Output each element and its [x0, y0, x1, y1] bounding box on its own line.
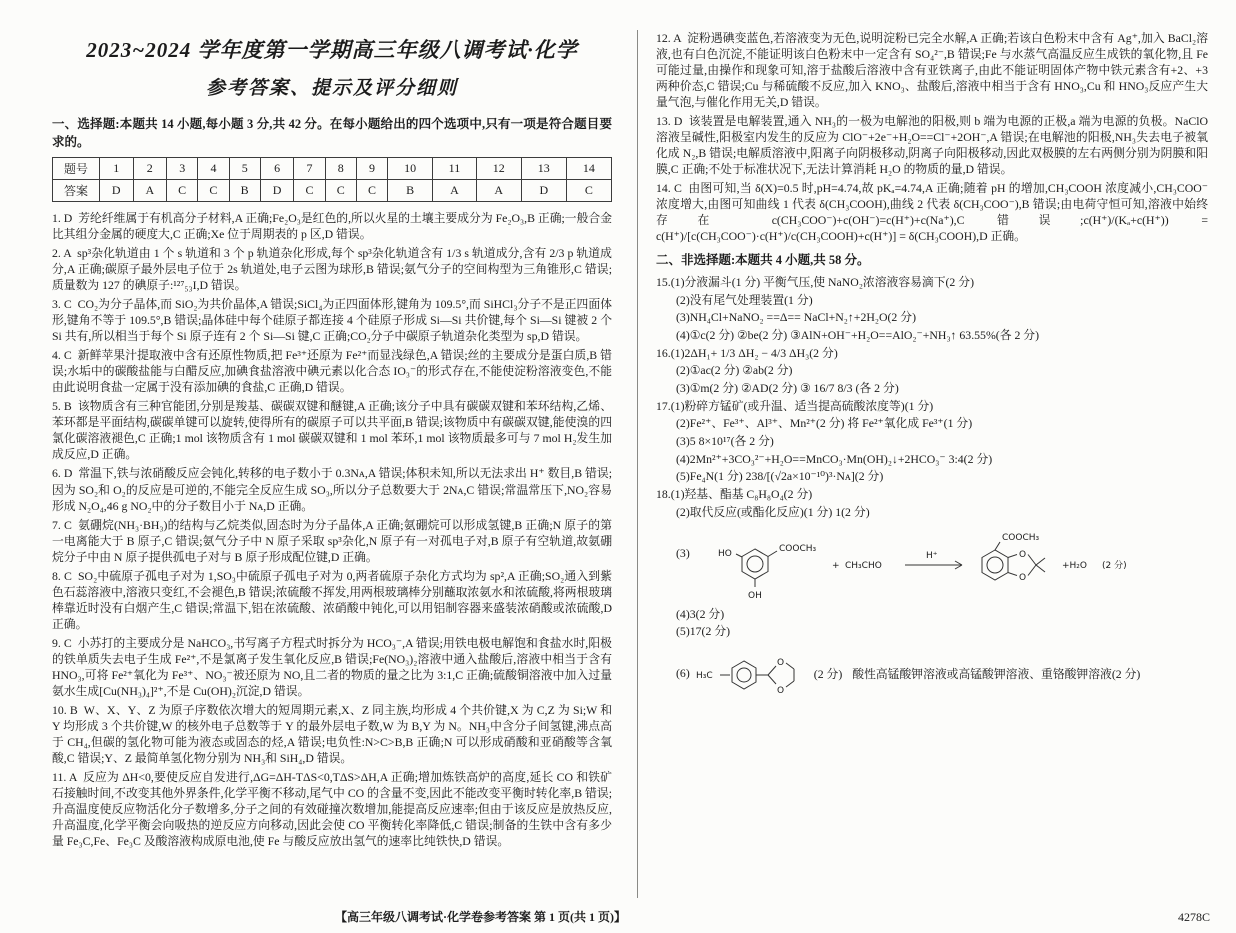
answer-table-answer-row [53, 180, 612, 202]
choice-explanations-right [656, 30, 1208, 244]
explanation-item-5: 5. B 该物质含有三种官能团,分别是羧基、碳碳双键和醚键,A 正确;该分子中具有碳碳双键和苯环结构,乙烯、苯环都是平面结构,碳碳单键可以旋转,使得所有的碳原子可以共平面,B 错误;该物质中有碳碳双键,能使溴的四氯化碳溶液褪色,C 正确;1 mol 该物质含有 1 mol 碳碳双键和 1 mol 苯环,1 mol 该物质最多可与 7 mol H₂发生加成反应,D 正确。 [52, 399, 612, 462]
aromatic-circle-icon [747, 556, 763, 572]
answer-table-label-ans: 答案 [53, 180, 100, 202]
oh-label: OH [747, 590, 762, 601]
item-number-answer: 2. A [52, 246, 78, 261]
answer-table-qnum: 14 [566, 158, 611, 180]
left-column [52, 26, 612, 852]
answer-line: 16.(1)2ΔH₁+ 1/3 ΔH₂ − 4/3 ΔH₃(2 分) [656, 345, 838, 360]
answer-table-qnum: 4 [198, 158, 229, 180]
reagent-label: CH₃CHO [844, 560, 882, 571]
item18-line2: (2)取代反应(或酯化反应)(1 分) 1(2 分) [676, 504, 870, 519]
answer-line: 15.(1)分液漏斗(1 分) 平衡气压,使 NaNO₂浓溶液容易滴下(2 分) [656, 274, 975, 289]
answer-table-qnum: 9 [356, 158, 387, 180]
methyl-label: H₃C [695, 670, 713, 681]
answer-table-answer: D [100, 180, 134, 202]
answer-table-answer: D [521, 180, 566, 202]
item-number-answer: 9. C [52, 635, 78, 650]
item18-line6-prefix: (6) [676, 666, 690, 681]
answer-table-answer: C [566, 180, 611, 202]
answer-table-qnum: 8 [325, 158, 356, 180]
scheme6-score-label: (2 分) [813, 667, 843, 682]
answer-line: (3)①m(2 分) ②AD(2 分) ③ 16/7 8/3 (各 2 分) [676, 381, 899, 396]
dioxolane-o-bottom-label: O [776, 685, 784, 696]
page-footer [0, 907, 1236, 925]
answer-table-qnum: 3 [167, 158, 198, 180]
product-ester-label: COOCH₃ [1001, 532, 1039, 543]
answer-table-qnum: 5 [229, 158, 260, 180]
answer-table-answer: B [388, 180, 433, 202]
answer-table-answer: A [133, 180, 167, 202]
explanation-item-3: 3. C CO₂为分子晶体,而 SiO₂为共价晶体,A 错误;SiCl₄为正四面体形,键角为 109.5°,而 SiHCl₃分子不是正四面体形,键角不等于 109.5°,B 错误;晶体硅中每个硅原子都连接 4 个硅原子形成 Si—Si 共价键,每个 Si—Si 键被 2 个 Si 共有,所以相当于每个 Si 原子连有 2 个 Si—Si 键,C 正确;CO₂分子中碳原子轨道杂化类型为 sp,D 错误。 [52, 297, 612, 344]
explanation-item-1: 1. D 芳纶纤维属于有机高分子材料,A 正确;Fe₂O₃是红色的,所以火星的土壤主要成分为 Fe₂O₃,B 正确;一般合金比其组分金属的硬度大,C 正确;Xe 位于周期表的 p 区,D 错误。 [52, 211, 612, 242]
answer-table-answer: C [167, 180, 198, 202]
answer-table-qnum: 2 [133, 158, 167, 180]
answer-table-answer: A [433, 180, 477, 202]
answer-line: (3)NH₄Cl+NaNO₂ ==Δ== NaCl+N₂↑+2H₂O(2 分) [676, 310, 916, 325]
explanation-item-4: 4. C 新鲜苹果汁提取液中含有还原性物质,把 Fe³⁺还原为 Fe²⁺而显浅绿色,A 错误;丝的主要成分是蛋白质,B 错误;水垢中的碳酸盐能与白醋反应,加碘食盐溶液中碘元素以化合态 IO₃⁻的形式存在,不能使淀粉溶液变色,不能由此说明食盐一定属于没有添加碘的食盐,C 正确,D 错误。 [52, 348, 612, 395]
dioxolane-o-top-label: O [776, 657, 784, 668]
answer-table-answer: C [325, 180, 356, 202]
answer-table-qnum: 10 [388, 158, 433, 180]
exam-subtitle: 参考答案、提示及评分细则 [205, 78, 458, 99]
water-byproduct-label: +H₂O [1061, 560, 1087, 571]
product-benzene-ring-icon [982, 550, 1008, 580]
answer-table-qnum: 13 [521, 158, 566, 180]
item-number-answer: 6. D [52, 466, 79, 481]
answer-table [52, 157, 612, 202]
answer-table-number-row [53, 158, 612, 180]
answer-table-answer: C [294, 180, 325, 202]
explanation-item-11: 11. A 反应为 ΔH<0,要使反应自发进行,ΔG=ΔH-TΔS<0,TΔS>ΔH,A 正确;增加炼铁高炉的高度,延长 CO 和铁矿石接触时间,不改变其他外界条件,化学平衡不移动,尾气中 CO 的含量不变,因此不能改变平衡时转化率,B 错误;升高温度使反应物活化分子数增多,分子之间的有效碰撞次数增加,能提高反应速率;但由于该反应是放热反应,升高温度,化学平衡会向吸热的逆反应方向移动,因此会使 CO 平衡转化率降低,C 错误;制备的生铁中含有多少量 Fe₃C,Fe、Fe₃C 及酸溶液构成原电池,使 Fe 与酸反应放出氢气的速率比纯铁快,D 错误。 [52, 770, 613, 849]
explanation-item-14: 14. C 由图可知,当 δ(X)=0.5 时,pH=4.74,故 pKₐ=4.74,A 正确;随着 pH 的增加,CH₃COOH 浓度减小,CH₃COO⁻浓度增大,由图可知曲线 1 代表 δ(CH₃COOH),曲线 2 代表 δ(CH₃COO⁻),B 错误;由电荷守恒可知,溶液中始终存在 c(CH₃COO⁻)+c(OH⁻)=c(H⁺)+c(Na⁺),C 错误;c(H⁺)/(Kₐ+c(H⁺)) = c(H⁺)/[c(CH₃COO⁻)·c(H⁺)/c(CH₃COOH)+c(H⁺)] = δ(CH₃COOH),D 正确。 [656, 181, 1208, 244]
explanation-item-2: 2. A sp³杂化轨道由 1 个 s 轨道和 3 个 p 轨道杂化形成,每个 sp³杂化轨道含有 1/3 s 轨道成分,含有 2/3 p 轨道成分,A 正确;碳原子最外层电子位于 2s 轨道处,电子云图为球形,B 错误;氨气分子的空间构型为三角锥形,C 错误;质量数为 127 的碘原子:¹²⁷₅₃I,D 错误。 [52, 246, 612, 293]
answer-line: (4)①c(2 分) ②be(2 分) ③AlN+OH⁻+H₂O==AlO₂⁻+NH₃↑ 63.55%(各 2 分) [676, 327, 1040, 342]
answer-table-qnum: 7 [294, 158, 325, 180]
answer-table-answer: D [260, 180, 294, 202]
plus-sign: + [831, 560, 840, 571]
product-o-bottom-label: O [1018, 572, 1026, 583]
answer-table-answer: A [476, 180, 521, 202]
answer-line: (2)Fe²⁺、Fe³⁺、Al³⁺、Mn²⁺(2 分) 将 Fe²⁺氧化成 Fe³⁺(1 分) [676, 416, 973, 431]
answer-table-answer: C [356, 180, 387, 202]
explanation-item-10: 10. B W、X、Y、Z 为原子序数依次增大的短周期元素,X、Z 同主族,均形成 4 个共价键,X 为 C,Z 为 Si;W 和 Y 均形成 3 个共价键,W 的核外电子总数等于 Y 的最外层电子数,W 为 B,Y 为 N。NH₃中含分子间氢键,沸点高于 CH₄,但碳的氢化物可能为液态或固态的烃,A 错误;电负性:N>C>B,B 正确;N 可以形成硝酸和亚硝酸等含氧酸,C 错误;Y、Z 最简单氢化物分别为 NH₃和 SiH₄,D 错误。 [52, 702, 612, 765]
answer-line: (4)2Mn²⁺+3CO₃²⁻+H₂O==MnCO₃·Mn(OH)₂↓+2HCO₃⁻ 3:4(2 分) [676, 451, 993, 466]
answer-table-qnum: 11 [433, 158, 477, 180]
explanation-item-13: 13. D 该装置是电解装置,通入 NH₃的一极为电解池的阳极,则 b 端为电源的正极,a 端为电源的负极。NaClO 溶液呈碱性,阳极室内发生的反应为 ClO⁻+2e⁻+H₂O==Cl⁻+2OH⁻,A 错误;在电解池的阳极,NH₃失去电子被氧化成 N₂,B 错误;电解质溶液中,阳离子向阴极移动,阴离子向阳极移动,因此双极膜的左右两侧分别为阴膜和阳膜,C 正确;不处于标准状况下,无法计算消耗 H₂O 的物质的量,D 错误。 [656, 114, 1208, 177]
answer-line: (5)Fe₄N(1 分) 238/[(√2a×10⁻¹⁰)³·Nᴀ](2 分) [676, 469, 884, 484]
item18-line3-prefix: (3) [676, 545, 690, 560]
item18-structure-row [656, 643, 1208, 705]
item-number-answer: 8. C [52, 568, 78, 583]
answer-table-answer: C [198, 180, 229, 202]
item-number-answer: 13. D [656, 114, 689, 129]
section1-heading: 一、选择题:本题共 14 小题,每小题 3 分,共 42 分。在每小题给出的四个选项中,只有一项是符合题目要求的。 [52, 117, 612, 149]
page-code: 4278C [1177, 910, 1210, 924]
answer-line: (2)①ac(2 分) ②ab(2 分) [676, 363, 793, 378]
item-number-answer: 10. B [52, 702, 84, 717]
arrow-condition-label: H⁺ [925, 550, 938, 561]
item18-line5: (5)17(2 分) [676, 624, 731, 639]
item-number-answer: 12. A [656, 31, 688, 45]
answer-line: (3)5 8×10¹⁷(各 2 分) [676, 434, 774, 449]
dioxolane-structure-diagram [690, 643, 810, 705]
footer-text: 【高三年级八调考试·化学卷参考答案 第 1 页(共 1 页)】 [335, 910, 626, 924]
item-number-answer: 7. C [52, 517, 79, 532]
item-number-answer: 5. B [52, 399, 78, 414]
free-response-answers [656, 274, 1208, 486]
item-number-answer: 3. C [52, 297, 78, 312]
right-column [656, 30, 1208, 707]
answer-line: 17.(1)粉碎方锰矿(或升温、适当提高硫酸浓度等)(1 分) [656, 398, 934, 413]
product-o-top-label: O [1018, 549, 1026, 560]
answer-table-label-num: 题号 [53, 158, 100, 180]
reaction-scheme-diagram [690, 524, 1160, 604]
explanation-item-9: 9. C 小苏打的主要成分是 NaHCO₃,书写离子方程式时拆分为 HCO₃⁻,A 错误;用铁电极电解饱和食盐水时,阳极的铁单质失去电子生成 Fe²⁺,不是氯离子发生氧化反应,B 错误;Fe(NO₃)₂溶液中通入盐酸后,溶液中相当于含有 HNO₃,可将 Fe²⁺氧化为 Fe³⁺、NO₃⁻被还原为 NO,且二者的物质的量之比为 3:1,C 正确;硫酸铜溶液中加入过量氨水生成[Cu(NH₃)₄]²⁺,不是 Cu(OH)₂沉淀,D 错误。 [52, 635, 612, 698]
answer-table-answer: B [229, 180, 260, 202]
explanation-item-7: 7. C 氨硼烷(NH₃·BH₃)的结构与乙烷类似,固态时为分子晶体,A 正确;氨硼烷可以形成氢键,B 正确;N 原子的第一电离能大于 B 原子,C 错误;氨气分子中 N 原子采取 sp³杂化,N 原子有一对孤电子对,B 原子有空轨道,故氨硼烷分子中由 N 原子提供孤电子对与 B 原子形成配位键,D 正确。 [52, 517, 612, 564]
aromatic-circle-icon [737, 668, 751, 682]
ester-label: COOCH₃ [778, 543, 816, 554]
item18-line4: (4)3(2 分) [676, 606, 725, 621]
answer-table-qnum: 1 [100, 158, 134, 180]
benzene-ring-icon [732, 661, 756, 689]
ho-label: HO [717, 548, 732, 559]
answer-line: (2)没有尾气处理装置(1 分) [676, 292, 813, 307]
item18-line1: 18.(1)羟基、酯基 C₈H₈O₄(2 分) [656, 487, 813, 502]
section2-heading: 二、非选择题:本题共 4 小题,共 58 分。 [656, 253, 870, 268]
item-18 [656, 486, 1208, 705]
item-number-answer: 14. C [656, 181, 689, 196]
item18-line6-suffix: 酸性高锰酸钾溶液或高锰酸钾溶液、重铬酸钾溶液(2 分) [852, 667, 1141, 682]
answer-table-qnum: 6 [260, 158, 294, 180]
item18-reaction-scheme-row [656, 524, 1208, 604]
scheme3-score-label: (2 分) [1101, 560, 1127, 571]
item-number-answer: 4. C [52, 348, 78, 363]
answer-table-qnum: 12 [476, 158, 521, 180]
item-number-answer: 11. A [52, 770, 84, 785]
benzene-ring-icon [742, 549, 768, 579]
item-number-answer: 1. D [52, 211, 79, 225]
choice-explanations-left [52, 210, 612, 849]
column-divider [637, 30, 638, 898]
explanation-item-12: 12. A 淀粉遇碘变蓝色,若溶液变为无色,说明淀粉已完全水解,A 正确;若该白色粉末中含有 Ag⁺,加入 BaCl₂溶液,也有白色沉淀,不能证明该白色粉末中一定含有 SO₄²⁻,B 错误;Fe 与水蒸气高温反应生成铁的氧化物,且 Fe 可能过量,由操作和现象可知,溶于盐酸后溶液中含有亚铁离子,由此不能证明固体产物中铁元素含有+2、+3 两种价态,C 错误;Cu 与稀硫酸不反应,加入 KNO₃、盐酸后,溶液中相当于含有 HNO₃,Cu 和 HNO₃反应产生大量气泡,与催化作用无关,D 错误。 [656, 31, 1208, 110]
exam-title: 2023~2024 学年度第一学期高三年级八调考试·化学 [86, 38, 578, 62]
explanation-item-8: 8. C SO₂中硫原子孤电子对为 1,SO₃中硫原子孤电子对为 0,两者硫原子杂化方式均为 sp²,A 正确;SO₂通入到紫色石蕊溶液中,溶液只变红,不会褪色,B 错误;浓硫酸不挥发,用两根玻璃棒分别蘸取浓氨水和浓硫酸,将两根玻璃棒靠近时没有白烟产生,C 错误;常温下,铝在浓硫酸、浓硝酸中钝化,可以用铝制容器来盛装浓硝酸或浓硫酸,D 正确。 [52, 568, 612, 631]
product-aromatic-circle-icon [987, 557, 1003, 573]
explanation-item-6: 6. D 常温下,铁与浓硝酸反应会钝化,转移的电子数小于 0.3Nᴀ,A 错误;体积未知,所以无法求出 H⁺ 数目,B 错误;因为 SO₂和 O₂的反应是可逆的,不能完全反应生成 SO₃,所以分子总数要大于 2Nᴀ,C 错误;常温常压下,NO₂容易形成 N₂O₄,46 g NO₂中的分子数目小于 Nᴀ,D 正确。 [52, 466, 612, 513]
